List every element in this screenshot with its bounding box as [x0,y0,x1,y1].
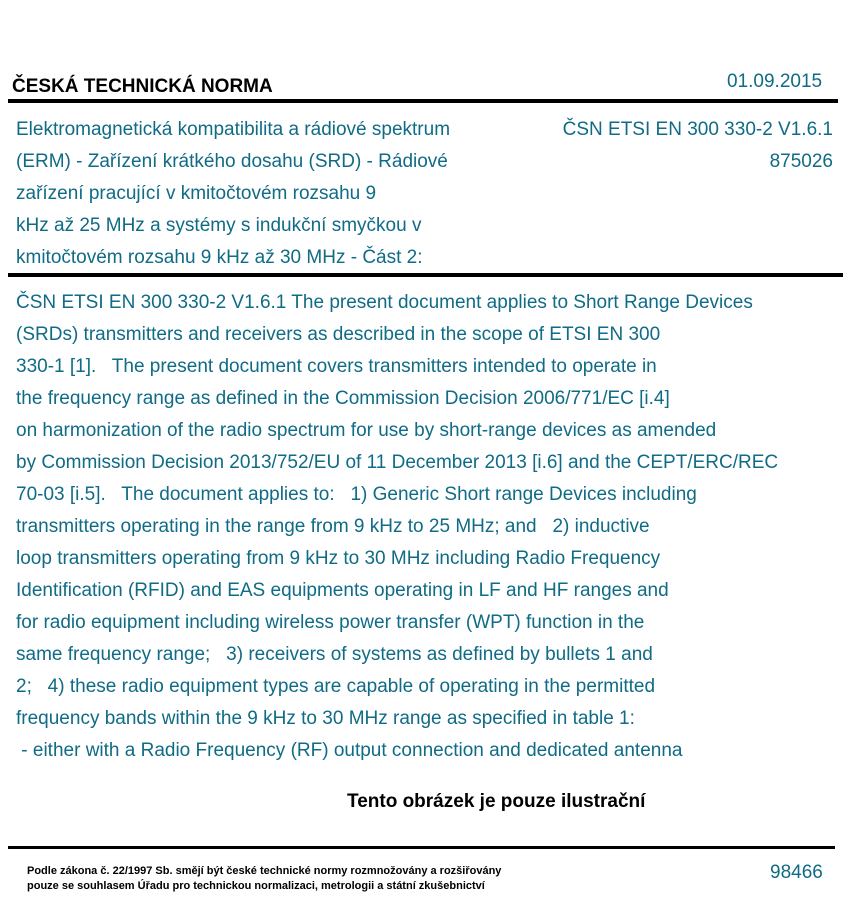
abstract-line: (SRDs) transmitters and receivers as described in the scope of ETSI EN 300 [16,324,661,345]
standard-title-line: kmitočtovém rozsahu 9 kHz až 30 MHz - Část 2: [16,247,423,268]
standard-title-line: kHz až 25 MHz a systémy s indukční smyčkou v [16,215,422,236]
footer-legal-line: Podle zákona č. 22/1997 Sb. smějí být české technické normy rozmnožovány a rozšiřovány [27,865,502,877]
standard-code-block [563,114,833,178]
abstract-line: frequency bands within the 9 kHz to 30 MHz range as specified in table 1: [16,708,635,729]
standard-title-line: Elektromagnetická kompatibilita a rádiové spektrum [16,119,451,140]
catalog-number: 875026 [769,151,833,172]
footer-legal [27,864,501,894]
abstract-line: for radio equipment including wireless power transfer (WPT) function in the [16,612,645,633]
standard-title-line: (ERM) - Zařízení krátkého dosahu (SRD) - Rádiové [16,151,448,172]
footer-rule [8,846,835,849]
abstract-line: the frequency range as defined in the Commission Decision 2006/771/EC [i.4] [16,388,670,409]
header-rule [8,99,838,103]
footer-legal-line: pouze se souhlasem Úřadu pro technickou normalizaci, metrologii a státní zkušebnictví [27,880,485,892]
header-date: 01.09.2015 [727,71,823,92]
standard-title [16,114,526,274]
abstract-line: ČSN ETSI EN 300 330-2 V1.6.1 The present document applies to Short Range Devices [16,292,753,313]
abstract-line: 330-1 [1]. The present document covers transmitters intended to operate in [16,356,657,377]
section-rule [8,273,843,277]
abstract-line: on harmonization of the radio spectrum for use by short-range devices as amended [16,420,717,441]
abstract-line: transmitters operating in the range from 9 kHz to 25 MHz; and 2) inductive [16,516,650,537]
abstract-line: same frequency range; 3) receivers of systems as defined by bullets 1 and [16,644,653,665]
standard-code: ČSN ETSI EN 300 330-2 V1.6.1 [562,119,833,140]
illustration-note: Tento obrázek je pouze ilustrační [347,791,646,812]
standard-title-line: zařízení pracující v kmitočtovém rozsahu 9 [16,183,377,204]
abstract-text [16,287,865,767]
footer-number: 98466 [770,862,823,883]
header-title: ČESKÁ TECHNICKÁ NORMA [12,76,273,97]
abstract-line: 70-03 [i.5]. The document applies to: 1) Generic Short range Devices including [16,484,697,505]
abstract-line: loop transmitters operating from 9 kHz to 30 MHz including Radio Frequency [16,548,661,569]
abstract-line: Identification (RFID) and EAS equipments operating in LF and HF ranges and [16,580,669,601]
abstract-line: - either with a Radio Frequency (RF) output connection and dedicated antenna [16,740,683,761]
abstract-line: by Commission Decision 2013/752/EU of 11 December 2013 [i.6] and the CEPT/ERC/REC [16,452,779,473]
abstract-line: 2; 4) these radio equipment types are capable of operating in the permitted [16,676,656,697]
